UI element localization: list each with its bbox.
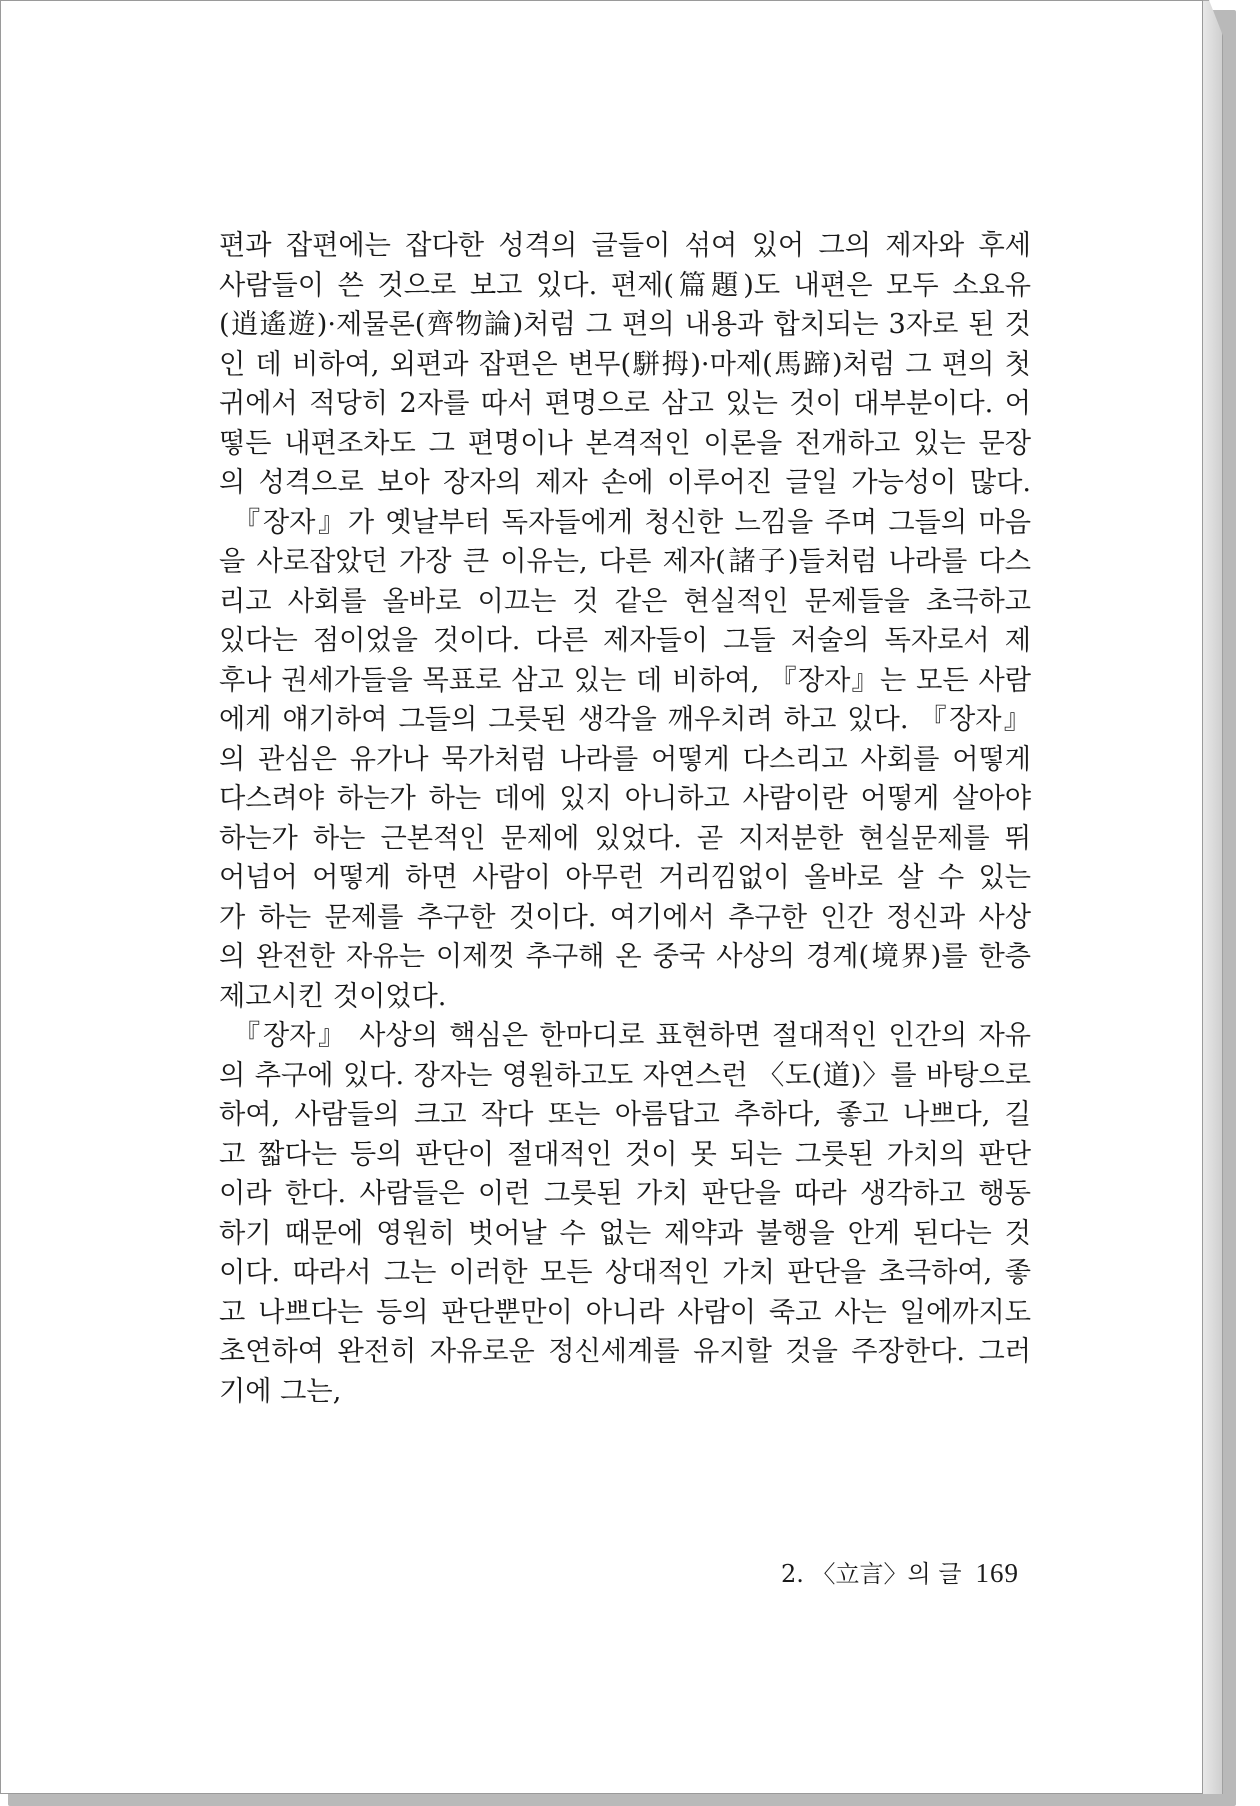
text-line: (逍遙遊)·제물론(齊物論)처럼 그 편의 내용과 합치되는 3자로 된 것 xyxy=(219,309,1031,340)
text-line: 이다. 따라서 그는 이러한 모든 상대적인 가치 판단을 초극하여, 좋 xyxy=(219,1257,1031,1288)
text-line: 에게 얘기하여 그들의 그릇된 생각을 깨우치려 하고 있다. 『장자』 xyxy=(219,704,1031,735)
text-line: 가 하는 문제를 추구한 것이다. 여기에서 추구한 인간 정신과 사상 xyxy=(219,901,1031,933)
text-line: 리고 사회를 올바로 이끄는 것 같은 현실적인 문제들을 초극하고 xyxy=(219,585,1031,617)
page-edge xyxy=(1203,0,1223,1794)
text-line: 의 관심은 유가나 묵가처럼 나라를 어떻게 다스리고 사회를 어떻게 xyxy=(219,743,1031,775)
body-text xyxy=(219,226,1031,1411)
paragraph xyxy=(219,226,1031,503)
page-number: 169 xyxy=(975,1558,1020,1588)
running-footer: 2. 〈立言〉의 글 xyxy=(781,1560,962,1588)
text-line: 『장자』가 옛날부터 독자들에게 청신한 느낌을 주며 그들의 마음 xyxy=(233,506,1031,538)
text-line: 『장자』 사상의 핵심은 한마디로 표현하면 절대적인 인간의 자유 xyxy=(233,1020,1031,1051)
text-line: 인 데 비하여, 외편과 잡편은 변무(駢拇)·마제(馬蹄)처럼 그 편의 첫 xyxy=(219,348,1031,380)
text-line: 사람들이 쓴 것으로 보고 있다. 편제(篇題)도 내편은 모두 소요유 xyxy=(219,269,1031,301)
text-line: 기에 그는, xyxy=(219,1375,342,1407)
text-line: 의 성격으로 보아 장자의 제자 손에 이루어진 글일 가능성이 많다. xyxy=(219,467,1031,498)
text-line: 하는가 하는 근본적인 문제에 있었다. 곧 지저분한 현실문제를 뛰 xyxy=(219,822,1031,854)
text-line: 하기 때문에 영원히 벗어날 수 없는 제약과 불행을 안게 된다는 것 xyxy=(219,1217,1031,1249)
text-line: 제고시킨 것이었다. xyxy=(219,980,447,1012)
text-line: 을 사로잡았던 가장 큰 이유는, 다른 제자(諸子)들처럼 나라를 다스 xyxy=(219,546,1031,577)
paragraph xyxy=(219,503,1031,1017)
text-line: 후나 권세가들을 목표로 삼고 있는 데 비하여, 『장자』는 모든 사람 xyxy=(219,664,1031,696)
text-line: 고 짧다는 등의 판단이 절대적인 것이 못 되는 그릇된 가치의 판단 xyxy=(219,1138,1031,1170)
text-line: 하여, 사람들의 크고 작다 또는 아름답고 추하다, 좋고 나쁘다, 길 xyxy=(219,1099,1031,1130)
text-line: 의 추구에 있다. 장자는 영원하고도 자연스런 〈도(道)〉를 바탕으로 xyxy=(219,1059,1031,1091)
text-line: 어넘어 어떻게 하면 사람이 아무런 거리낌없이 올바로 살 수 있는 xyxy=(219,862,1031,893)
text-line: 의 완전한 자유는 이제껏 추구해 온 중국 사상의 경계(境界)를 한층 xyxy=(219,941,1031,972)
text-line: 이라 한다. 사람들은 이런 그릇된 가치 판단을 따라 생각하고 행동 xyxy=(219,1178,1031,1209)
text-line: 편과 잡편에는 잡다한 성격의 글들이 섞여 있어 그의 제자와 후세 xyxy=(219,230,1031,261)
paragraph xyxy=(219,1016,1031,1411)
text-line: 있다는 점이었을 것이다. 다른 제자들이 그들 저술의 독자로서 제 xyxy=(219,625,1031,656)
text-line: 초연하여 완전히 자유로운 정신세계를 유지할 것을 주장한다. 그러 xyxy=(219,1336,1031,1367)
text-line: 떻든 내편조차도 그 편명이나 본격적인 이론을 전개하고 있는 문장 xyxy=(219,427,1031,459)
text-line: 다스려야 하는가 하는 데에 있지 아니하고 사람이란 어떻게 살아야 xyxy=(219,783,1031,814)
page-footer xyxy=(781,1554,1021,1589)
text-line: 고 나쁘다는 등의 판단뿐만이 아니라 사람이 죽고 사는 일에까지도 xyxy=(219,1296,1031,1328)
text-line: 귀에서 적당히 2자를 따서 편명으로 삼고 있는 것이 대부분이다. 어 xyxy=(219,388,1031,419)
